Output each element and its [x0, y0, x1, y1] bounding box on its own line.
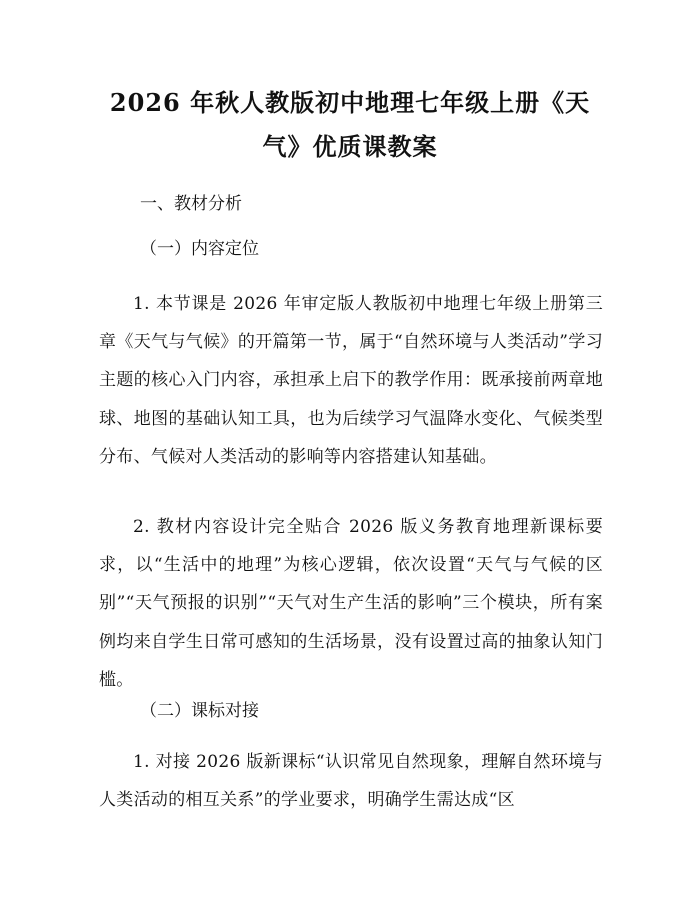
document-title-line-1: 2026 年秋人教版初中地理七年级上册《天 [109, 88, 591, 117]
paragraph-3: 1. 对接 2026 版新课标“认识常见自然现象，理解自然环境与人类活动的相互关系”的学业要求，明确学生需达成“区 [99, 752, 603, 811]
section-heading-textbook-analysis: 一、教材分析 [140, 194, 242, 214]
subsection-heading-curriculum-alignment: （二）课标对接 [140, 701, 259, 721]
document-title-line-2: 气》优质课教案 [262, 132, 438, 161]
subsection-heading-content-positioning: （一）内容定位 [140, 239, 259, 259]
paragraph-1: 1. 本节课是 2026 年审定版人教版初中地理七年级上册第三章《天气与气候》的开篇第一节，属于“自然环境与人类活动”学习主题的核心入门内容，承担承上启下的教学作用：既承接前两章地球、地图的基础认知工具，也为后续学习气温降水变化、气候类型分布、气候对人类活动的影响等内容搭建认知基础。 [99, 294, 603, 467]
paragraph-2: 2. 教材内容设计完全贴合 2026 版义务教育地理新课标要求，以“生活中的地理”为核心逻辑，依次设置“天气与气候的区别”“天气预报的识别”“天气对生产生活的影响”三个模块，所有案例均来自学生日常可感知的生活场景，没有设置过高的抽象认知门槛。 [99, 517, 603, 690]
